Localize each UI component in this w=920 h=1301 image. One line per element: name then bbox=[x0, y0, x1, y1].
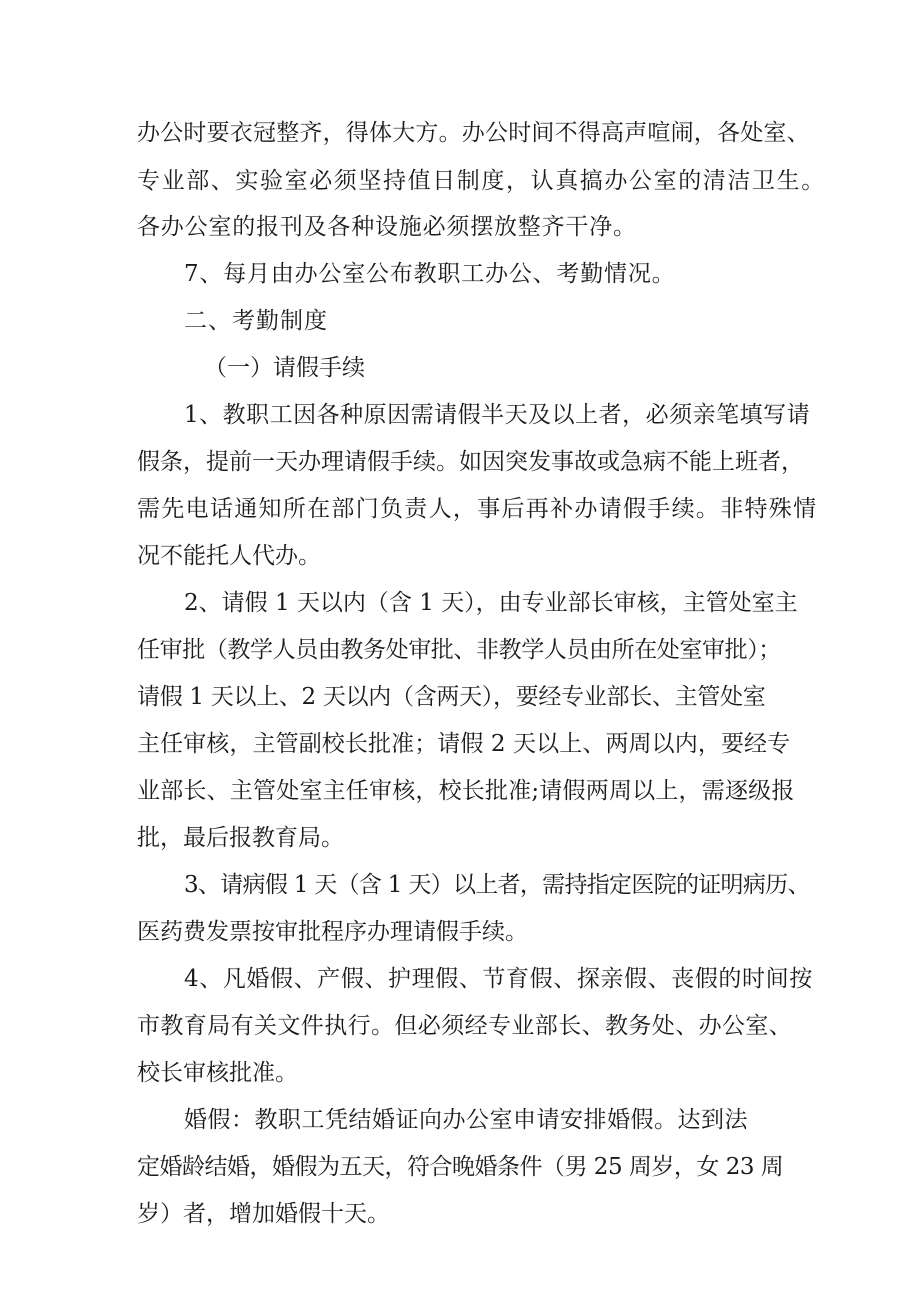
para-office-dress-1: 办公时要衣冠整齐，得体大方。办公时间不得高声喧闹，各处室、 bbox=[137, 120, 810, 146]
para-leave-1-b: 假条，提前一天办理请假手续。如因突发事故或急病不能上班者， bbox=[137, 449, 804, 475]
para-marriage-c: 岁）者，增加婚假十天。 bbox=[137, 1201, 390, 1227]
para-leave-2-d: 主任审核，主管副校长批准；请假 2 天以上、两周以内，要经专 bbox=[137, 731, 791, 757]
para-leave-4-a: 4、凡婚假、产假、护理假、节育假、探亲假、丧假的时间按 bbox=[184, 966, 813, 992]
subheading-leave: （一）请假手续 bbox=[204, 355, 365, 381]
para-leave-4-c: 校长审核批准。 bbox=[137, 1060, 298, 1086]
para-leave-4-b: 市教育局有关文件执行。但必须经专业部长、教务处、办公室、 bbox=[137, 1013, 793, 1039]
para-marriage-a: 婚假：教职工凭结婚证向办公室申请安排婚假。达到法 bbox=[184, 1107, 748, 1133]
para-leave-1-c: 需先电话通知所在部门负责人，事后再补办请假手续。非特殊情 bbox=[137, 496, 818, 522]
para-leave-2-e: 业部长、主管处室主任审核，校长批准;请假两周以上，需逐级报 bbox=[137, 778, 795, 804]
para-marriage-b: 定婚龄结婚，婚假为五天，符合晚婚条件（男 25 周岁，女 23 周 bbox=[137, 1154, 784, 1180]
para-leave-2-c: 请假 1 天以上、2 天以内（含两天），要经专业部长、主管处室 bbox=[137, 684, 766, 710]
para-leave-2-b: 任审批（教学人员由教务处审批、非教学人员由所在处室审批）； bbox=[137, 637, 781, 663]
para-office-dress-2: 专业部、实验室必须坚持值日制度，认真搞办公室的清洁卫生。 bbox=[137, 168, 826, 194]
para-leave-2-f: 批，最后报教育局。 bbox=[137, 825, 344, 851]
para-leave-3-b: 医药费发票按审批程序办理请假手续。 bbox=[137, 919, 528, 945]
para-leave-1-d: 况不能托人代办。 bbox=[137, 543, 321, 569]
para-item-7: 7、每月由办公室公布教职工办公、考勤情况。 bbox=[184, 261, 676, 287]
para-leave-1-a: 1、教职工因各种原因需请假半天及以上者，必须亲笔填写请 bbox=[184, 402, 811, 428]
para-office-dress-3: 各办公室的报刊及各种设施必须摆放整齐干净。 bbox=[137, 214, 637, 240]
para-leave-2-a: 2、请假 1 天以内（含 1 天），由专业部长审核，主管处室主 bbox=[184, 590, 798, 616]
heading-attendance: 二、考勤制度 bbox=[184, 308, 328, 334]
para-leave-3-a: 3、请病假 1 天（含 1 天）以上者，需持指定医院的证明病历、 bbox=[184, 872, 810, 898]
